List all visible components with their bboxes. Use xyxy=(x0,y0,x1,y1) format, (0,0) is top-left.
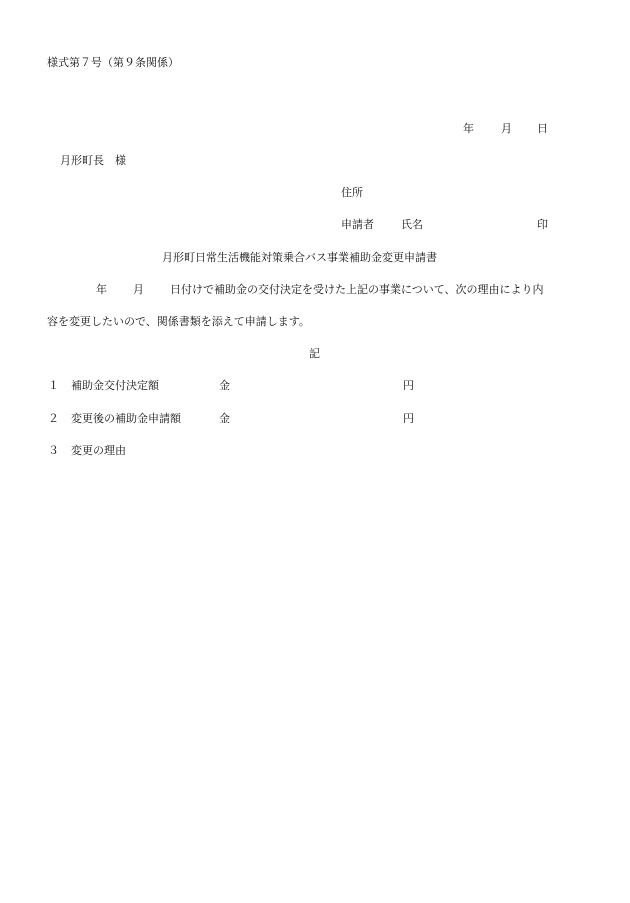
item-kin: 金 xyxy=(219,412,230,425)
address-label: 住所 xyxy=(341,186,363,199)
document-title: 月形町日常生活機能対策乗合バス事業補助金変更申請書 xyxy=(162,251,437,264)
item-number: ３ xyxy=(48,444,59,457)
item-label: 変更後の補助金申請額 xyxy=(71,412,181,425)
item-yen: 円 xyxy=(403,379,414,392)
form-label: 様式第７号（第９条関係） xyxy=(47,56,179,69)
seal-label: 印 xyxy=(537,218,548,231)
date-year: 年 xyxy=(463,122,474,135)
date-day: 日 xyxy=(537,122,548,135)
applicant-label: 申請者 xyxy=(341,218,374,231)
body-line1: 日付けで補助金の交付決定を受けた上記の事業について、次の理由により内 xyxy=(170,283,544,296)
date-month: 月 xyxy=(501,122,512,135)
item-label: 変更の理由 xyxy=(71,444,126,457)
item-yen: 円 xyxy=(403,412,414,425)
body-line2: 容を変更したいので、関係書類を添えて申請します。 xyxy=(47,315,310,328)
body-year: 年 xyxy=(96,283,107,296)
name-label: 氏名 xyxy=(401,218,423,231)
body-month: 月 xyxy=(133,283,144,296)
item-label: 補助金交付決定額 xyxy=(71,379,159,392)
item-number: ２ xyxy=(48,412,59,425)
addressee: 月形町長 様 xyxy=(60,154,126,167)
item-number: １ xyxy=(48,379,59,392)
ki-heading: 記 xyxy=(309,347,320,360)
item-kin: 金 xyxy=(219,379,230,392)
